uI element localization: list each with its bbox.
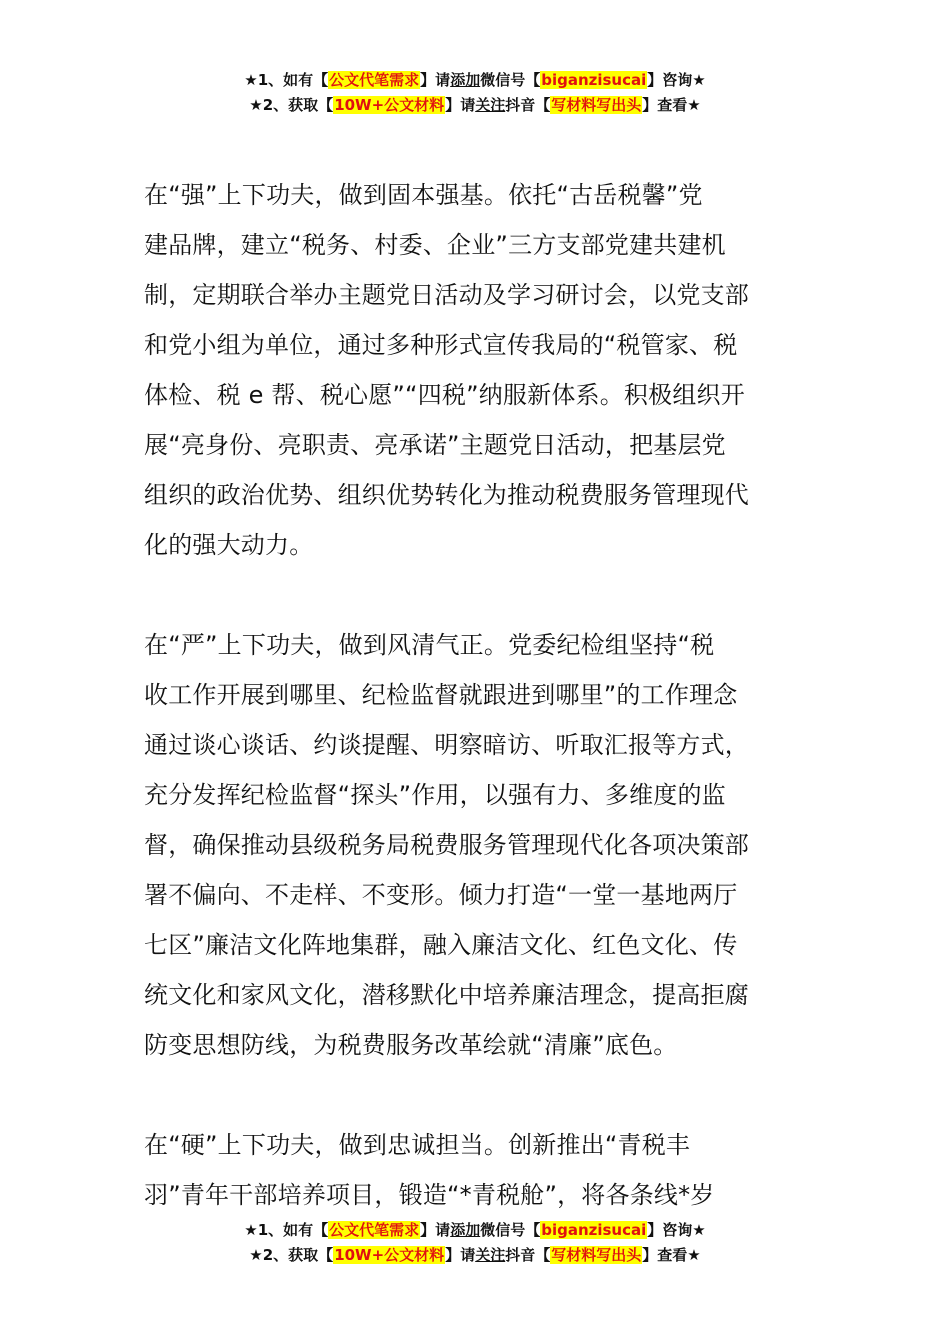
highlight-materials: 10W+公文材料 [334,1246,445,1264]
highlight-demand: 公文代笔需求 [329,71,420,89]
highlight-wechat-id: biganzisucai [541,1221,647,1239]
footer-banner [0,1218,950,1268]
paragraph-strong: 在“强”上下功夫，做到固本强基。依托“古岳税馨”党 建品牌，建立“税务、村委、企业”三方支部党建共建机 制，定期联合举办主题党日活动及学习研讨会，以党支部 和党小组为单位，通过多种形式宣传我局的“税管家、税 体检、税 e 帮、税心愿”“四税”纳服新体系。积极组织开 展“亮身份、亮职责、亮承诺”主题党日活动，把基层党 组织的政治优势、组织优势转化为推动税费服务管理现代 化的强大动力。 [144,181,749,559]
highlight-douyin: 写材料写出头 [551,96,642,114]
document-body [144,170,808,1220]
underline-follow: 关注 [475,96,506,114]
underline-follow: 关注 [475,1246,506,1264]
highlight-wechat-id: biganzisucai [541,71,647,89]
highlight-douyin: 写材料写出头 [551,1246,642,1264]
banner-line-1: ★1、如有【公文代笔需求】请添加微信号【biganzisucai】咨询★ [244,1221,706,1239]
underline-add: 添加 [450,1221,481,1239]
paragraph-hard: 在“硬”上下功夫，做到忠诚担当。创新推出“青税丰 羽”青年干部培养项目，锻造“*青税舱”，将各条线*岁 [144,1131,715,1209]
banner-line-1: ★1、如有【公文代笔需求】请添加微信号【biganzisucai】咨询★ [244,71,706,89]
header-banner [0,68,950,118]
underline-add: 添加 [450,71,481,89]
banner-line-2: ★2、获取【10W+公文材料】请关注抖音【写材料写出头】查看★ [249,1246,701,1264]
banner-line-2: ★2、获取【10W+公文材料】请关注抖音【写材料写出头】查看★ [249,96,701,114]
highlight-materials: 10W+公文材料 [334,96,445,114]
paragraph-strict: 在“严”上下功夫，做到风清气正。党委纪检组坚持“税 收工作开展到哪里、纪检监督就跟进到哪里”的工作理念 通过谈心谈话、约谈提醒、明察暗访、听取汇报等方式， 充分发挥纪检监督“探头”作用，以强有力、多维度的监 督，确保推动县级税务局税费服务管理现代化各项决策部 署不偏向、不走样、不变形。倾力打造“一堂一基地两厅 七区”廉洁文化阵地集群，融入廉洁文化、红色文化、传 统文化和家风文化，潜移默化中培养廉洁理念，提高拒腐 防变思想防线，为税费服务改革绘就“清廉”底色。 [144,631,749,1059]
highlight-demand: 公文代笔需求 [329,1221,420,1239]
